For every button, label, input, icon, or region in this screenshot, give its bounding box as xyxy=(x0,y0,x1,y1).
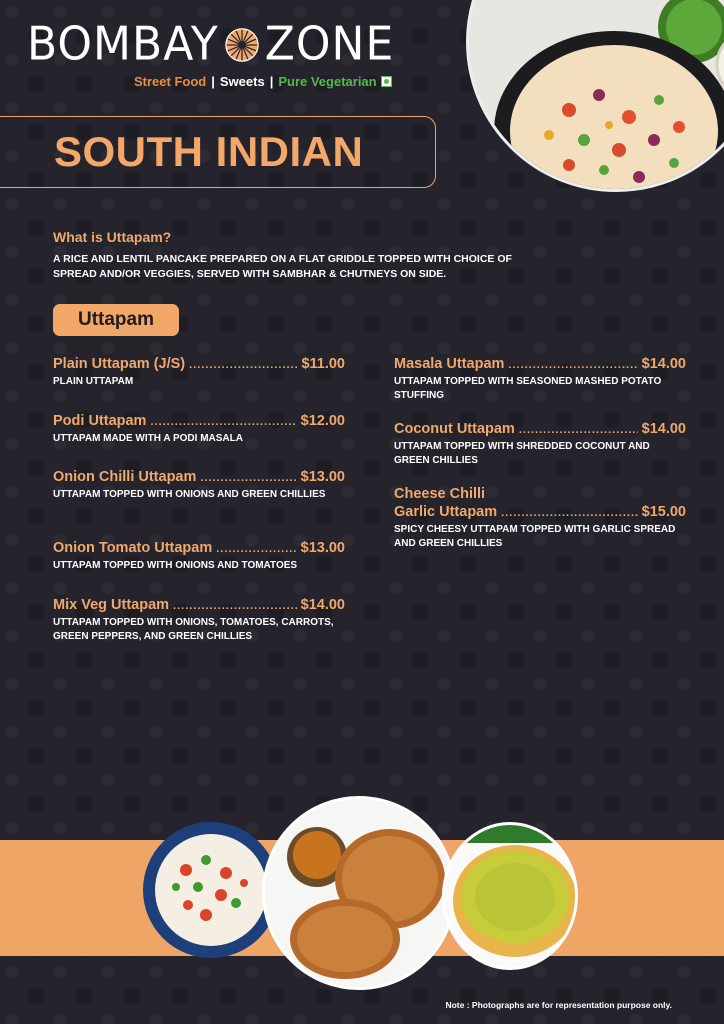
intro-description: A RICE AND LENTIL PANCAKE PREPARED ON A FLAT GRIDDLE TOPPED WITH CHOICE OF SPREAD AND/OR VEGGIES, SERVED WITH SAMBHAR & CHUTNEYS ON SIDE. xyxy=(53,253,512,280)
leader-dots xyxy=(216,543,296,555)
uttapam-photo-top xyxy=(466,0,724,192)
item-description: UTTAPAM MADE WITH A PODI MASALA xyxy=(53,433,243,444)
menu-item xyxy=(53,469,345,502)
item-name-line1: Cheese Chilli xyxy=(394,486,486,502)
masala-uttapam-image xyxy=(445,825,575,967)
tag-sweets: Sweets xyxy=(219,74,265,89)
podi-uttapam-image xyxy=(265,799,453,987)
tag-separator: | xyxy=(211,74,215,89)
tag-pure-vegetarian: Pure Vegetarian xyxy=(278,74,377,89)
menu-item xyxy=(394,356,686,403)
item-name: Garlic Uttapam xyxy=(394,504,498,520)
veg-symbol-icon xyxy=(381,76,392,87)
brand-name-right: ZONE xyxy=(264,17,395,72)
chakra-logo-icon xyxy=(223,26,261,64)
leader-dots xyxy=(519,424,638,436)
item-description: UTTAPAM TOPPED WITH SEASONED MASHED POTATO STUFFING xyxy=(394,376,662,401)
item-description: PLAIN UTTAPAM xyxy=(53,376,134,387)
item-price: $13.00 xyxy=(300,469,345,485)
masala-uttapam-photo xyxy=(442,822,578,970)
category-label: Uttapam xyxy=(77,309,154,330)
item-price: $13.00 xyxy=(300,540,345,556)
leader-dots xyxy=(508,359,637,371)
menu-item xyxy=(394,484,686,551)
item-name: Onion Tomato Uttapam xyxy=(53,540,213,556)
item-description: UTTAPAM TOPPED WITH ONIONS AND GREEN CHILLIES xyxy=(53,489,326,500)
item-price: $15.00 xyxy=(641,504,686,520)
uttapam-plate-image xyxy=(146,825,276,955)
menu-item xyxy=(53,356,345,389)
category-badge xyxy=(53,304,179,336)
tag-separator: | xyxy=(269,74,274,89)
item-price: $14.00 xyxy=(641,356,686,372)
brand-tagline xyxy=(134,74,392,89)
menu-item xyxy=(394,421,686,468)
item-price: $12.00 xyxy=(300,413,345,429)
item-description: UTTAPAM TOPPED WITH SHREDDED COCONUT AND GREEN CHILLIES xyxy=(394,441,650,466)
leader-dots xyxy=(189,359,297,371)
brand-logo xyxy=(27,17,397,89)
item-description: UTTAPAM TOPPED WITH ONIONS, TOMATOES, CARROTS, GREEN PEPPERS, AND GREEN CHILLIES xyxy=(53,617,334,642)
item-description: SPICY CHEESY UTTAPAM TOPPED WITH GARLIC SPREAD AND GREEN CHILLIES xyxy=(394,524,676,549)
uttapam-pan-image xyxy=(469,0,724,192)
item-name: Masala Uttapam xyxy=(394,356,505,372)
menu-item xyxy=(53,413,345,446)
item-price: $14.00 xyxy=(300,597,345,613)
leader-dots xyxy=(200,472,296,484)
item-name: Plain Uttapam (J/S) xyxy=(53,356,186,372)
intro-question: What is Uttapam? xyxy=(53,229,172,245)
item-name: Onion Chilli Uttapam xyxy=(53,469,197,485)
page-title: SOUTH INDIAN xyxy=(54,128,364,175)
leader-dots xyxy=(150,416,296,428)
leader-dots xyxy=(173,600,297,612)
onion-tomato-uttapam-photo xyxy=(143,822,279,958)
brand-name-left: BOMBAY xyxy=(27,17,219,72)
item-name: Mix Veg Uttapam xyxy=(53,597,170,613)
disclaimer-note: Note : Photographs are for representation purpose only. xyxy=(445,1000,672,1010)
item-price: $11.00 xyxy=(301,356,345,372)
menu-item xyxy=(53,597,345,644)
item-name: Podi Uttapam xyxy=(53,413,147,429)
menu-item xyxy=(53,540,345,573)
item-name: Coconut Uttapam xyxy=(394,421,515,437)
item-price: $14.00 xyxy=(641,421,686,437)
leader-dots xyxy=(501,507,637,519)
item-description: UTTAPAM TOPPED WITH ONIONS AND TOMATOES xyxy=(53,560,298,571)
podi-uttapam-photo xyxy=(262,796,456,990)
tag-street-food: Street Food xyxy=(134,74,207,89)
